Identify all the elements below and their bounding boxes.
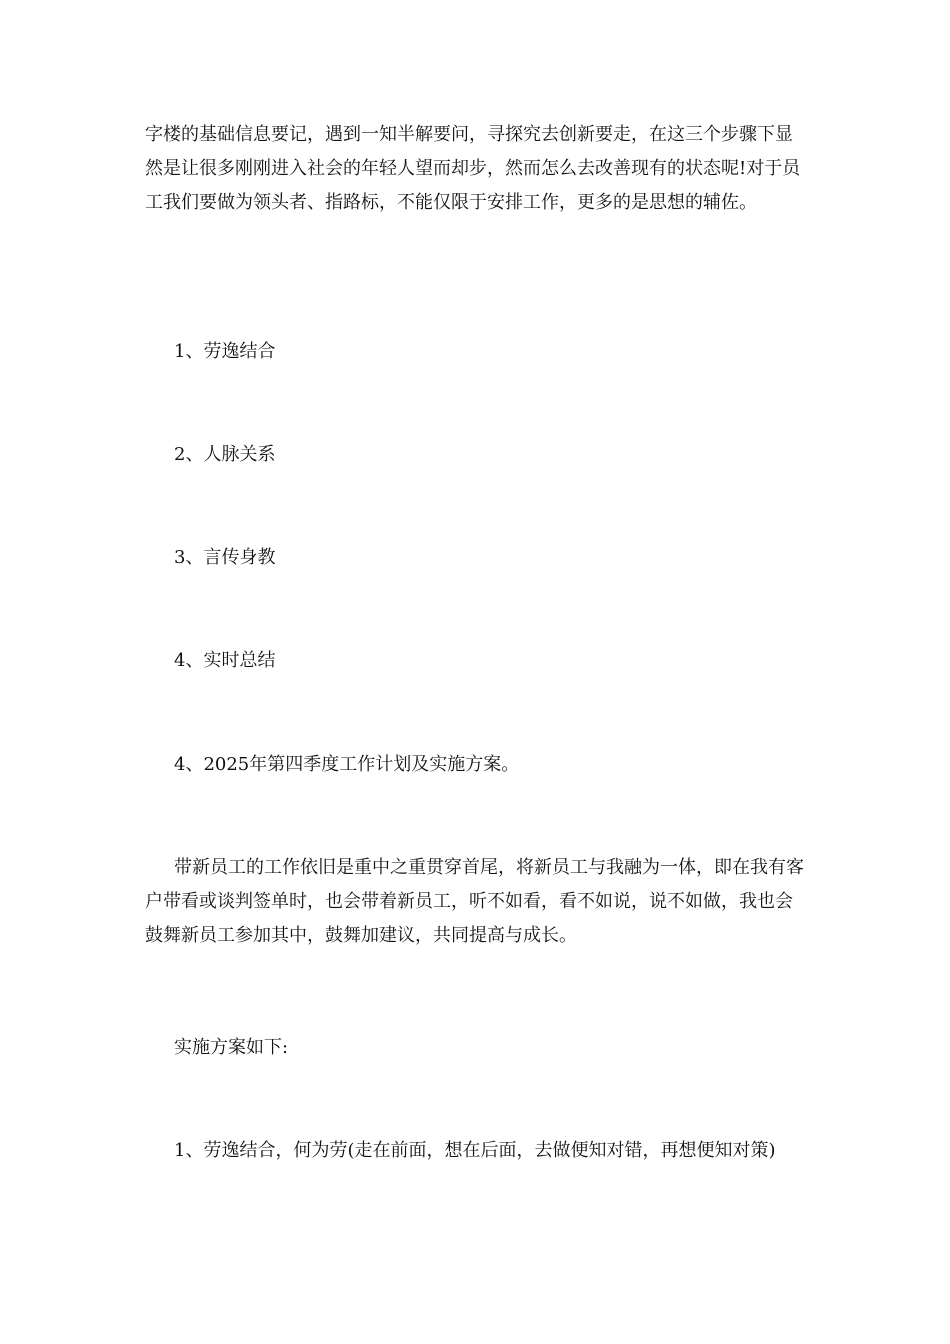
paragraph-plan-intro: 实施方案如下:: [174, 1037, 289, 1058]
list-item-1: 1、劳逸结合: [174, 341, 276, 362]
list-item-4: 4、实时总结: [174, 650, 276, 671]
list-item-3: 3、言传身教: [174, 547, 276, 568]
paragraph-plan-item-1: 1、劳逸结合，何为劳(走在前面，想在后面，去做便知对错，再想便知对策): [174, 1140, 776, 1161]
list-item-2: 2、人脉关系: [174, 444, 276, 465]
paragraph-intro: 字楼的基础信息要记，遇到一知半解要问，寻探究去创新要走，在这三个步骤下显然是让很多刚刚进入社会的年轻人望而却步，然而怎么去改善现有的状态呢!对于员工我们要做为领头者、指路标，不能仅限于安排工作，更多的是思想的辅佐。: [145, 124, 801, 213]
section-heading-plan: 4、2025年第四季度工作计划及实施方案。: [174, 754, 520, 775]
paragraph-new-staff: 带新员工的工作依旧是重中之重贯穿首尾，将新员工与我融为一体，即在我有客户带看或谈判签单时，也会带着新员工，听不如看，看不如说，说不如做，我也会鼓舞新员工参加其中，鼓舞加建议，共同提高与成长。: [145, 857, 804, 946]
